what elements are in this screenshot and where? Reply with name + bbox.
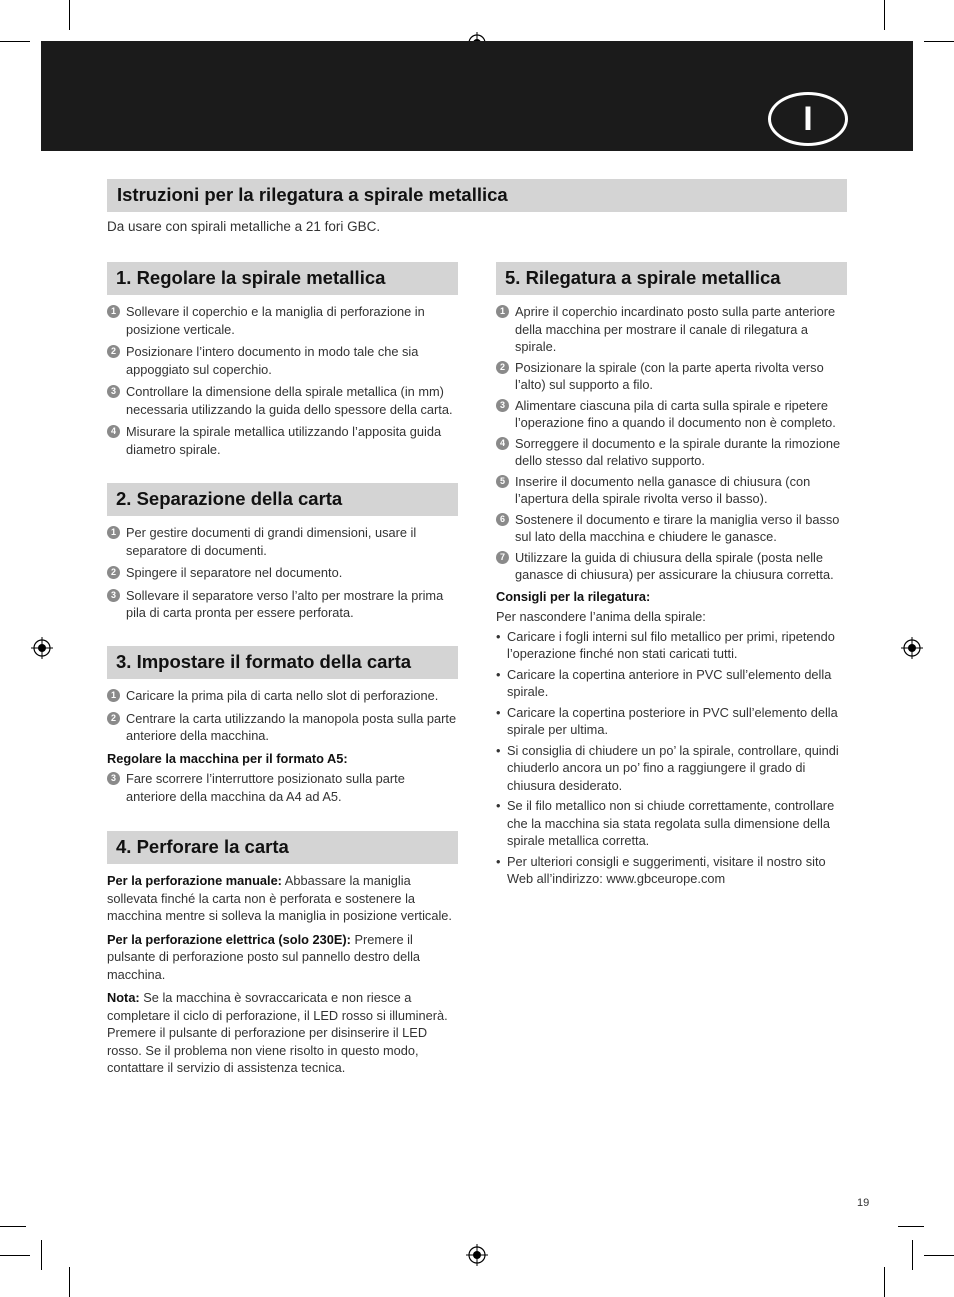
list-item	[496, 435, 847, 470]
section-5	[496, 262, 847, 891]
section-1	[107, 262, 458, 463]
step-text: Per gestire documenti di grandi dimensioni, usare il separatore di documenti.	[126, 525, 417, 558]
crop-mark	[41, 1240, 42, 1270]
electric-punching-paragraph	[107, 931, 458, 984]
section-1-title: 1. Regolare la spirale metallica	[107, 262, 458, 295]
section-2-steps	[107, 524, 458, 622]
tips-list	[496, 628, 847, 888]
step-number-icon: 4	[496, 437, 509, 450]
tips-label: Consigli per la rilegatura:	[496, 588, 651, 604]
section-5-steps	[496, 303, 847, 584]
crop-mark	[0, 1255, 30, 1256]
step-number-icon: 1	[496, 305, 509, 318]
note-text: Se la macchina è sovraccaricata e non riesce a completare il ciclo di perforazione, il LED rosso si illuminerà. Premere il pulsante di perforazione per disinserire il LED rosso. Se il problema non viene risolto in questo modo, contattare il servizio di assistenza tecnica.	[107, 990, 448, 1075]
crop-mark	[924, 41, 954, 42]
step-number-icon: 1	[107, 305, 120, 318]
list-item	[107, 524, 458, 559]
step-text: Centrare la carta utilizzando la manopola posta sulla parte anteriore della macchina.	[126, 710, 457, 743]
step-number-icon: 4	[107, 425, 120, 438]
step-number-icon: 2	[107, 712, 120, 725]
step-text: Posizionare l’intero documento in modo tale che sia appoggiato sul coperchio.	[126, 344, 419, 377]
step-text: Sollevare il coperchio e la maniglia di perforazione in posizione verticale.	[126, 304, 425, 337]
list-item: • Per ulteriori consigli e suggerimenti, visitare il nostro sito Web all’indirizzo: www.gbceurope.com	[496, 853, 847, 888]
section-3-a5-steps	[107, 770, 458, 805]
step-number-icon: 3	[496, 399, 509, 412]
crop-mark	[884, 0, 885, 30]
language-badge: I	[768, 92, 848, 146]
page-subtitle: Da usare con spirali metalliche a 21 fori GBC.	[107, 219, 381, 234]
step-number-icon: 1	[107, 526, 120, 539]
section-4-title: 4. Perforare la carta	[107, 831, 458, 864]
step-number-icon: 2	[107, 566, 120, 579]
list-item: • Caricare i fogli interni sul filo metallico per primi, ripetendo l’operazione finché non stati caricati tutti.	[496, 628, 847, 663]
list-item	[107, 687, 458, 705]
step-text: Sollevare il separatore verso l’alto per mostrare la prima pila di carta pronta per essere perforata.	[126, 587, 444, 620]
list-item: • Si consiglia di chiudere un po’ la spirale, controllare, quindi chiuderlo ancora un po’ fino a raggiungere il grado di chiusura desiderato.	[496, 742, 847, 795]
list-item: • Caricare la copertina posteriore in PVC sull’elemento della spirale per ultima.	[496, 704, 847, 739]
manual-text: Abbassare la maniglia sollevata finché la carta non è perforata e sostenere la macchina mentre si solleva la maniglia in posizione verticale.	[107, 873, 452, 923]
list-item	[496, 511, 847, 546]
step-text: Posizionare la spirale (con la parte aperta rivolta verso l’alto) sul supporto a filo.	[515, 359, 824, 392]
crop-mark	[924, 1255, 954, 1256]
list-item	[107, 343, 458, 378]
list-item	[107, 383, 458, 418]
manual-punching-paragraph	[107, 872, 458, 925]
list-item	[496, 473, 847, 508]
section-5-title: 5. Rilegatura a spirale metallica	[496, 262, 847, 295]
page-title: Istruzioni per la rilegatura a spirale metallica	[107, 179, 847, 212]
section-1-steps	[107, 303, 458, 458]
registration-mark-icon	[466, 1244, 488, 1266]
step-text: Inserire il documento nella ganasce di chiusura (con l’apertura della spirale rivolta verso il basso).	[515, 473, 811, 506]
step-text: Sorreggere il documento e la spirale durante la rimozione dello stesso dal relativo supporto.	[515, 435, 841, 468]
list-item	[107, 564, 458, 582]
list-item	[107, 710, 458, 745]
list-item	[107, 770, 458, 805]
crop-mark	[69, 0, 70, 30]
step-text: Alimentare ciascuna pila di carta sulla spirale e ripetere l’operazione fino a quando il documento non è completo.	[515, 397, 836, 430]
crop-mark	[0, 41, 30, 42]
step-number-icon: 6	[496, 513, 509, 526]
step-text: Fare scorrere l’interruttore posizionato sulla parte anteriore della macchina da A4 ad A5.	[126, 771, 405, 804]
step-text: Misurare la spirale metallica utilizzando l’apposita guida diametro spirale.	[126, 424, 442, 457]
crop-mark	[912, 1240, 913, 1270]
step-number-icon: 2	[107, 345, 120, 358]
step-text: Spingere il separatore nel documento.	[126, 565, 343, 580]
note-label: Nota:	[107, 990, 140, 1005]
section-3-steps	[107, 687, 458, 745]
crop-mark	[884, 1267, 885, 1297]
registration-mark-icon	[901, 637, 923, 659]
page-number: 19	[857, 1197, 870, 1209]
section-2-title: 2. Separazione della carta	[107, 483, 458, 516]
step-text: Controllare la dimensione della spirale metallica (in mm) necessaria utilizzando la guida dello spessore della carta.	[126, 384, 453, 417]
step-text: Aprire il coperchio incardinato posto sulla parte anteriore della macchina per mostrare il canale di rilegatura a spirale.	[515, 304, 836, 354]
step-number-icon: 3	[107, 589, 120, 602]
crop-mark	[898, 1226, 924, 1227]
section-3	[107, 646, 458, 810]
a5-label: Regolare la macchina per il formato A5:	[107, 750, 348, 766]
step-number-icon: 3	[107, 772, 120, 785]
list-item	[496, 359, 847, 394]
note-paragraph	[107, 989, 458, 1077]
electric-text: Premere il pulsante di perforazione posto sul pannello destro della macchina.	[107, 931, 421, 982]
list-item: • Se il filo metallico non si chiude correttamente, controllare che la macchina sia stata regolata sulla dimensione della spirale metallica corretta.	[496, 797, 847, 850]
tips-intro: Per nascondere l’anima della spirale:	[496, 609, 706, 624]
step-number-icon: 7	[496, 551, 509, 564]
section-4	[107, 831, 458, 1083]
step-number-icon: 2	[496, 361, 509, 374]
list-item: • Caricare la copertina anteriore in PVC sull’elemento della spirale.	[496, 666, 847, 701]
list-item	[107, 303, 458, 338]
list-item	[496, 303, 847, 356]
section-2	[107, 483, 458, 627]
step-text: Sostenere il documento e tirare la maniglia verso il basso sul lato della macchina e chiudere le ganasce.	[515, 511, 840, 544]
electric-label: Per la perforazione elettrica (solo 230E):	[107, 931, 351, 947]
list-item	[496, 549, 847, 584]
step-number-icon: 1	[107, 689, 120, 702]
list-item	[107, 587, 458, 622]
step-number-icon: 3	[107, 385, 120, 398]
crop-mark	[69, 1267, 70, 1297]
list-item	[496, 397, 847, 432]
section-3-title: 3. Impostare il formato della carta	[107, 646, 458, 679]
registration-mark-icon	[31, 637, 53, 659]
step-text: Utilizzare la guida di chiusura della spirale (posta nelle ganasce di chiusura) per assicurare la chiusura corretta.	[515, 549, 834, 582]
step-text: Caricare la prima pila di carta nello slot di perforazione.	[126, 688, 439, 703]
crop-mark	[0, 1226, 26, 1227]
list-item	[107, 423, 458, 458]
step-number-icon: 5	[496, 475, 509, 488]
manual-label: Per la perforazione manuale:	[107, 873, 282, 888]
